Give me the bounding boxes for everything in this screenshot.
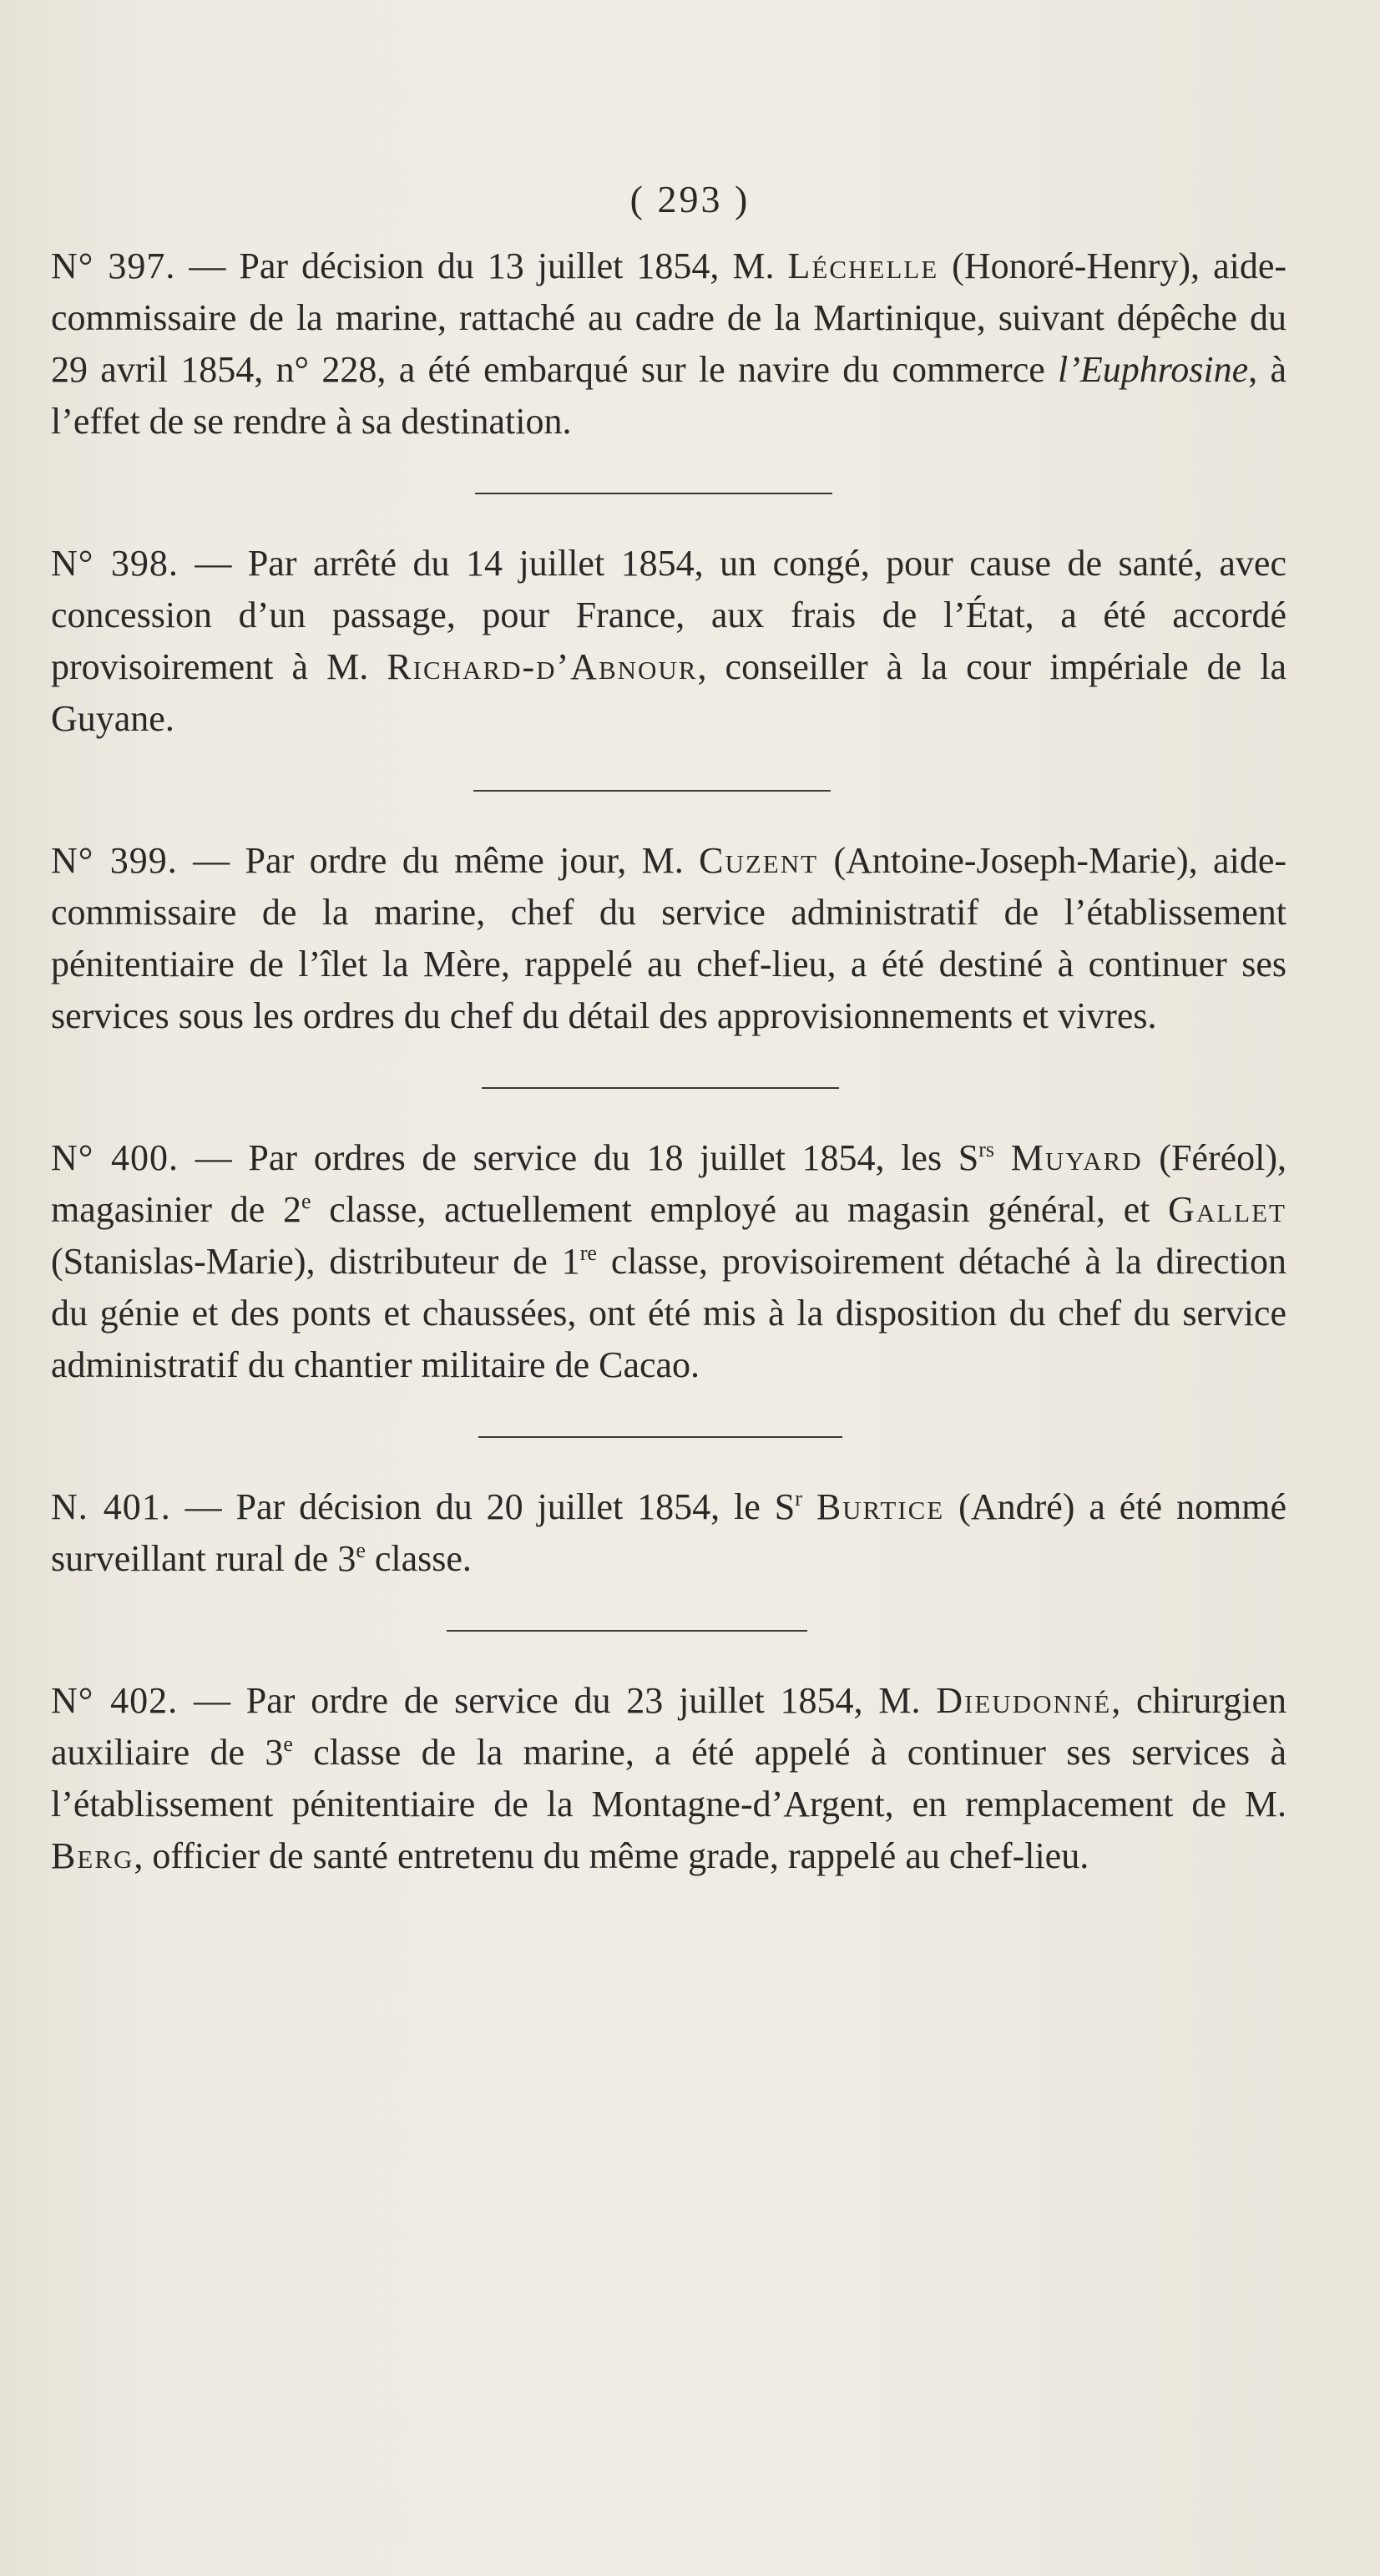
- superscript: e: [301, 1189, 311, 1213]
- entry-text: (Féréol), magasinier de 2: [51, 1137, 1287, 1230]
- entry-text: classe.: [365, 1538, 472, 1579]
- entry-number: N. 401.: [51, 1486, 171, 1527]
- entry-402: [51, 1675, 1286, 1882]
- separator-rule: [475, 493, 832, 494]
- superscript: e: [283, 1732, 293, 1756]
- superscript: r: [795, 1486, 802, 1511]
- entry-number: N° 400.: [51, 1137, 179, 1178]
- superscript: rs: [978, 1137, 995, 1161]
- superscript: re: [579, 1241, 597, 1265]
- entry-text: — Par ordres de service du 18 juillet 1854, les S: [179, 1137, 979, 1178]
- entry-text: — Par ordre du même jour, M.: [177, 840, 700, 881]
- entry-text: (André) a été nommé surveillant rural de 3: [51, 1486, 1286, 1579]
- entry-number: N° 399.: [51, 840, 178, 881]
- entry-398: [51, 538, 1286, 745]
- separator-rule: [473, 790, 831, 792]
- entry-text: , à l’effet de se rendre à sa destination.: [51, 349, 1286, 442]
- separator-rule: [478, 1436, 842, 1438]
- person-name: Léchelle: [787, 245, 939, 286]
- person-name: Burtice: [816, 1486, 945, 1527]
- entry-text: — Par arrêté du 14 juillet 1854, un congé, pour cause de santé, avec concession d’un passage, pour France, aux frais de l’État, a été accordé provisoirement à M.: [51, 543, 1286, 687]
- entry-text: classe de la marine, a été appelé à continuer ses services à l’établissement pénitentiaire de la Montagne-d’Argent, en remplacement de M.: [51, 1732, 1286, 1824]
- entry-text: (Stanislas-Marie), distributeur de 1: [51, 1241, 580, 1282]
- person-name: Muyard: [1010, 1137, 1143, 1178]
- entry-text: , officier de santé entretenu du même grade, rappelé au chef-lieu.: [134, 1835, 1089, 1876]
- person-name: Berg: [51, 1835, 134, 1876]
- person-name: Gallet: [1168, 1189, 1286, 1230]
- entries-list: [51, 240, 1286, 1882]
- separator-rule: [447, 1630, 807, 1632]
- entry-text: classe, provisoirement détaché à la direction du génie et des ponts et chaussées, ont été mis à la disposition du chef du service administratif du chantier militaire de Cacao.: [51, 1241, 1286, 1385]
- entry-text: — Par ordre de service du 23 juillet 1854, M.: [178, 1680, 937, 1721]
- entry-number: N° 397.: [51, 245, 176, 286]
- entry-text: classe, actuellement employé au magasin général, et: [311, 1189, 1169, 1230]
- entry-399: [51, 835, 1286, 1042]
- entry-text: (Honoré-Henry), aide-commissaire de la marine, rattaché au cadre de la Martinique, suivant dépêche du 29 avril 1854, n° 228, a été embarqué sur le navire du commerce: [51, 245, 1286, 390]
- person-name: Richard-d’Abnour: [387, 646, 698, 687]
- entry-text: , conseiller à la cour impériale de la Guyane.: [51, 646, 1286, 739]
- entry-number: N° 398.: [51, 543, 179, 584]
- ship-name: l’Euphrosine: [1058, 349, 1249, 390]
- entry-text: (Antoine-Joseph-Marie), aide-commissaire de la marine, chef du service administratif de l’établissement pénitentiaire de l’îlet la Mère, rappelé au chef-lieu, a été destiné à continuer ses services sous les ordres du chef du détail des approvisionnements et vivres.: [51, 840, 1286, 1036]
- entry-400: [51, 1132, 1286, 1391]
- entry-text: — Par décision du 13 juillet 1854, M.: [175, 245, 788, 286]
- separator-rule: [482, 1087, 839, 1089]
- entry-text: — Par décision du 20 juillet 1854, le S: [170, 1486, 796, 1527]
- entry-number: N° 402.: [51, 1680, 179, 1721]
- entry-text: , chirurgien auxiliaire de 3: [51, 1680, 1286, 1773]
- entry-text: [994, 1137, 1011, 1178]
- superscript: e: [356, 1538, 366, 1562]
- entry-401: [51, 1481, 1286, 1585]
- entry-text: [802, 1486, 816, 1527]
- person-name: Cuzent: [699, 840, 819, 881]
- entry-397: [51, 240, 1286, 448]
- page-number: ( 293 ): [629, 178, 751, 220]
- person-name: Dieudonné: [936, 1680, 1112, 1721]
